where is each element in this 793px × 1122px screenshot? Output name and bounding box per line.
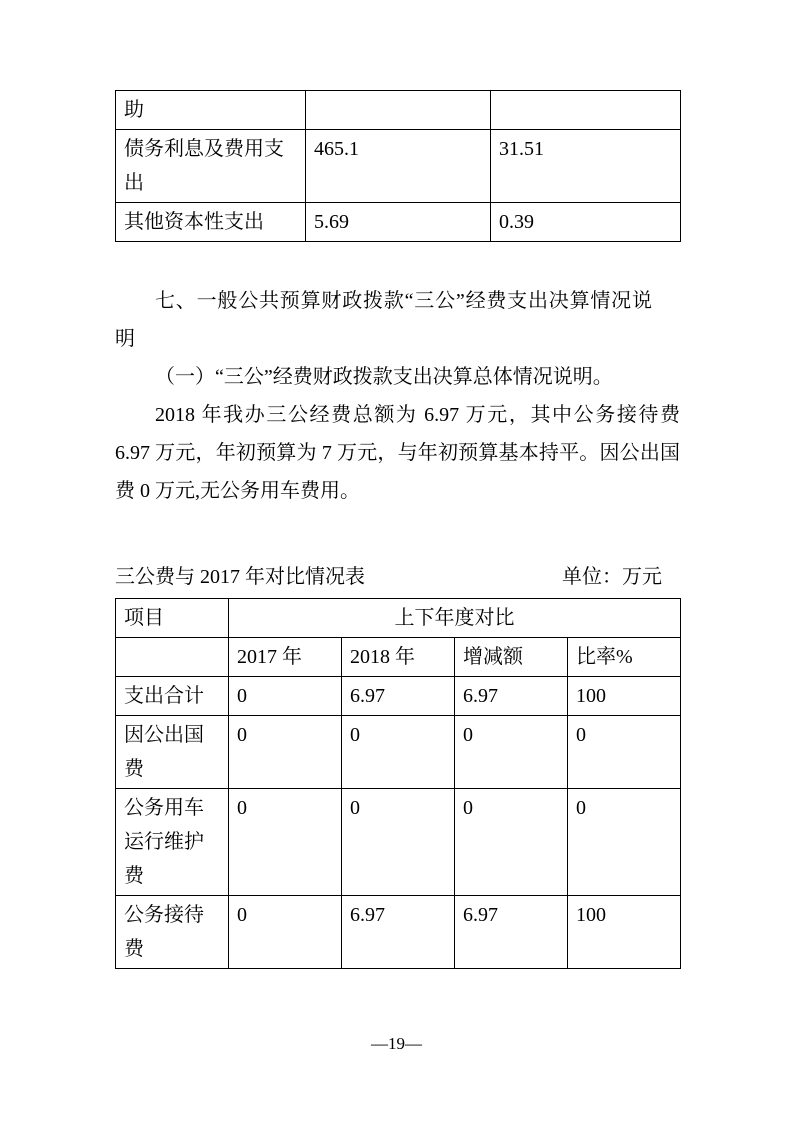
value-cell: 0: [342, 789, 455, 896]
table-row: [116, 91, 681, 130]
table-caption-row: [115, 562, 680, 592]
item-cell: 债务利息及费用支出: [116, 130, 306, 203]
header-cell: 项目: [116, 599, 229, 638]
unit-label: 单位：万元: [562, 566, 662, 588]
subheader-cell: 比率%: [568, 638, 681, 677]
value-cell: 0: [229, 677, 342, 716]
amount-cell: 465.1: [306, 130, 491, 203]
amount-cell: [306, 91, 491, 130]
comparison-table: [115, 598, 681, 969]
section-heading: 七、一般公共预算财政拨款“三公”经费支出决算情况说明: [115, 290, 652, 350]
percent-cell: [491, 91, 681, 130]
table-row: [116, 203, 681, 242]
value-cell: 100: [568, 677, 681, 716]
value-cell: 0: [455, 789, 568, 896]
item-cell: 公务接待费: [116, 896, 229, 969]
percent-cell: 31.51: [491, 130, 681, 203]
item-cell: 助: [116, 91, 306, 130]
value-cell: 6.97: [342, 677, 455, 716]
value-cell: 0: [455, 716, 568, 789]
subheader-cell: 2017 年: [229, 638, 342, 677]
amount-cell: 5.69: [306, 203, 491, 242]
percent-cell: 0.39: [491, 203, 681, 242]
value-cell: 0: [342, 716, 455, 789]
subheader-cell: 增减额: [455, 638, 568, 677]
table-row: [116, 677, 681, 716]
value-cell: 0: [568, 716, 681, 789]
item-cell: 公务用车运行维护费: [116, 789, 229, 896]
empty-cell: [116, 638, 229, 677]
table-row: [116, 896, 681, 969]
paragraph: 2018 年我办三公经费总额为 6.97 万元，其中公务接待费 6.97 万元，年初预算为 7 万元，与年初预算基本持平。因公出国费 0 万元,无公务用车费用。: [115, 404, 680, 502]
value-cell: 0: [568, 789, 681, 896]
table-row: [116, 789, 681, 896]
page-number: —19—: [371, 1034, 422, 1053]
table-subheader-row: [116, 638, 681, 677]
value-cell: 6.97: [342, 896, 455, 969]
table-row: [116, 130, 681, 203]
value-cell: 6.97: [455, 677, 568, 716]
item-cell: 因公出国费: [116, 716, 229, 789]
value-cell: 6.97: [455, 896, 568, 969]
expenditure-table-continued: [115, 90, 681, 242]
header-cell-merged: 上下年度对比: [229, 599, 681, 638]
value-cell: 0: [229, 789, 342, 896]
table-header-row: [116, 599, 681, 638]
value-cell: 0: [229, 716, 342, 789]
table-row: [116, 716, 681, 789]
value-cell: 100: [568, 896, 681, 969]
paragraph: （一）“三公”经费财政拨款支出决算总体情况说明。: [155, 366, 613, 388]
item-cell: 其他资本性支出: [116, 203, 306, 242]
item-cell: 支出合计: [116, 677, 229, 716]
value-cell: 0: [229, 896, 342, 969]
subheader-cell: 2018 年: [342, 638, 455, 677]
body-text: [115, 282, 680, 510]
table-caption: 三公费与 2017 年对比情况表: [115, 566, 365, 588]
